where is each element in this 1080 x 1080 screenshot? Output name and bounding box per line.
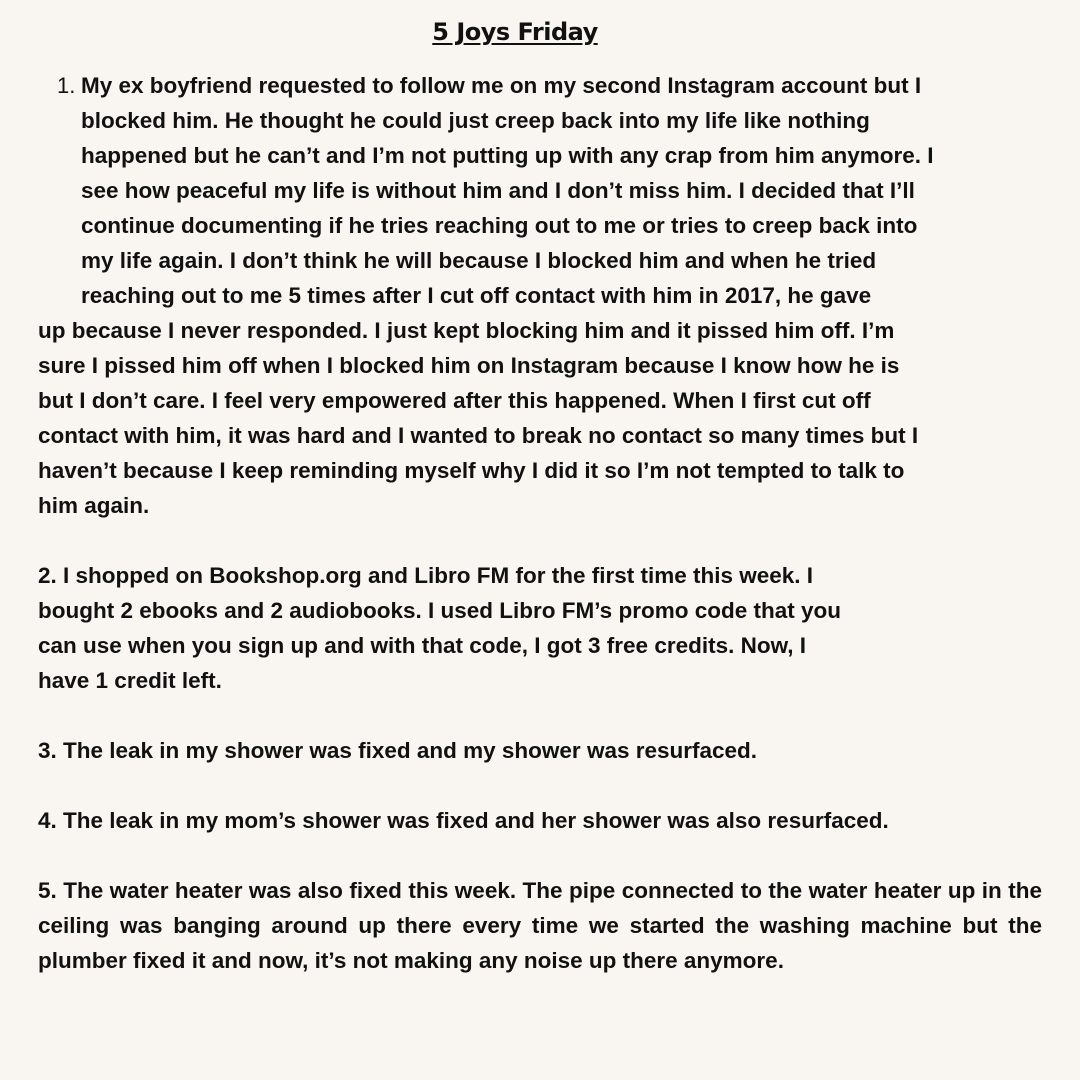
paragraph-line: reaching out to me 5 times after I cut off contact with him in 2017, he gave [81,283,872,308]
list-item-5: 5. The water heater was also fixed this week. The pipe connected to the water heater up in the ceiling was banging around up there every time we started the washing machine but the plumber fixed it and now, it’s not making any noise up there anymore. [38,878,1042,973]
paragraph-line: My ex boyfriend requested to follow me on my second Instagram account but I [81,73,922,98]
paragraph-line: can use when you sign up and with that code, I got 3 free credits. Now, I [38,633,807,658]
paragraph-line: my life again. I don’t think he will because I blocked him and when he tried [81,248,877,273]
paragraph-line: him again. [38,493,150,518]
list-number: 1. [57,73,76,98]
paragraph-line: bought 2 ebooks and 2 audiobooks. I used Libro FM’s promo code that you [38,598,841,623]
page-title: 5 Joys Friday [432,18,598,46]
paragraph-line: happened but he can’t and I’m not putting up with any crap from him anymore. I [81,143,934,168]
paragraph-line: blocked him. He thought he could just creep back into my life like nothing [81,108,870,133]
paragraph-line: 2. I shopped on Bookshop.org and Libro FM for the first time this week. I [38,563,814,588]
list-item-4: 4. The leak in my mom’s shower was fixed and her shower was also resurfaced. [38,808,889,833]
paragraph-line: see how peaceful my life is without him and I don’t miss him. I decided that I’ll [81,178,915,203]
paragraph-line: continue documenting if he tries reaching out to me or tries to creep back into [81,213,918,238]
paragraph-line: sure I pissed him off when I blocked him on Instagram because I know how he is [38,353,900,378]
paragraph-line: haven’t because I keep reminding myself why I did it so I’m not tempted to talk to [38,458,905,483]
list-item-3: 3. The leak in my shower was fixed and my shower was resurfaced. [38,738,758,763]
paragraph-line: contact with him, it was hard and I wanted to break no contact so many times but I [38,423,919,448]
paragraph-line: have 1 credit left. [38,668,222,693]
paragraph-line: but I don’t care. I feel very empowered after this happened. When I first cut off [38,388,871,413]
paragraph-line: up because I never responded. I just kept blocking him and it pissed him off. I’m [38,318,895,343]
